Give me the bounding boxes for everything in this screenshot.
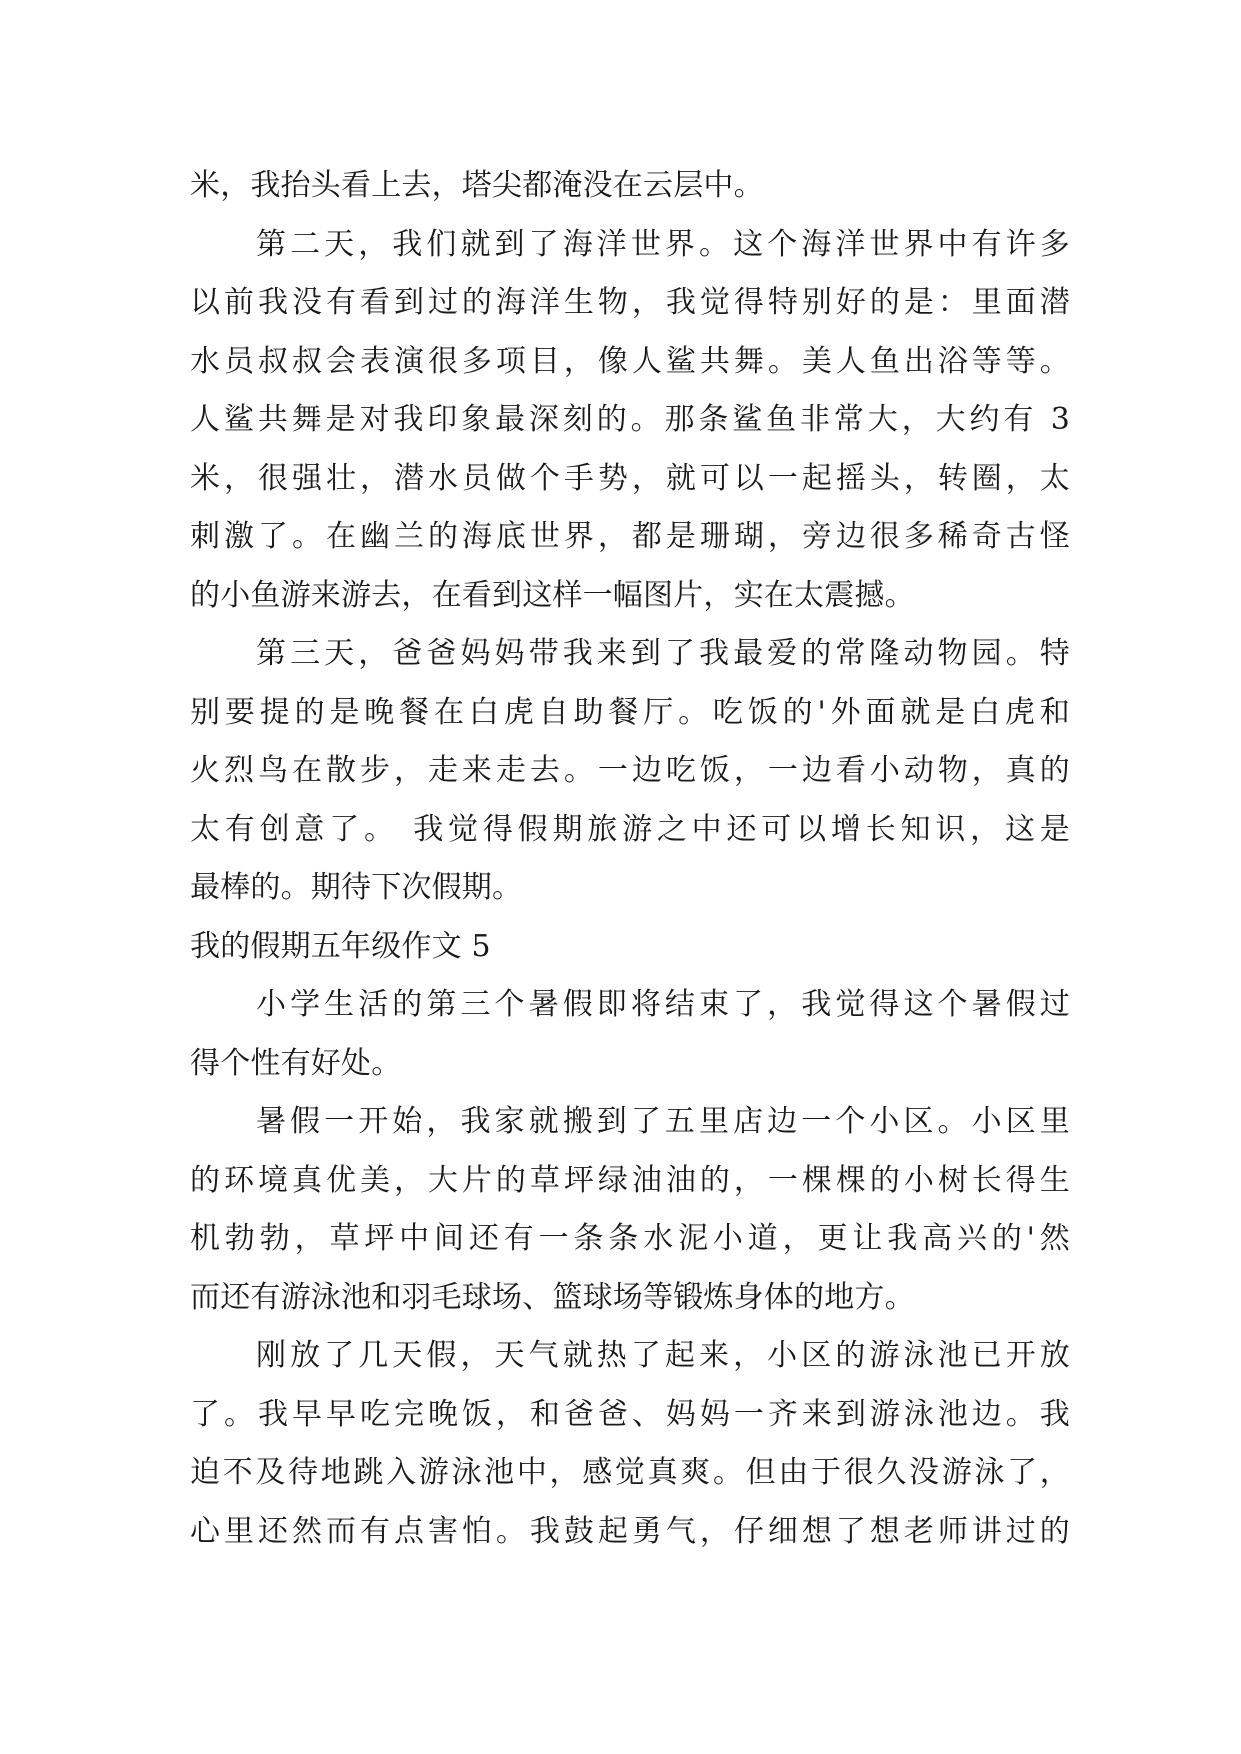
text-line: 以前我没有看到过的海洋生物，我觉得特别好的是：里面潜 (190, 285, 1070, 320)
text-line: 米，我抬头看上去，塔尖都淹没在云层中。 (190, 168, 764, 203)
text-line: 心里还然而有点害怕。我鼓起勇气，仔细想了想老师讲过的 (190, 1513, 1070, 1549)
text-line: 小学生活的第三个暑假即将结束了，我觉得这个暑假过 (256, 987, 1070, 1022)
text-line: 刚放了几天假，天气就热了起来，小区的游泳池已开放 (256, 1338, 1070, 1373)
section-heading: 我的假期五年级作文 5 (190, 928, 491, 964)
text-line: 暑假一开始，我家就搬到了五里店边一个小区。小区里 (256, 1104, 1070, 1139)
text-line: 别要提的是晚餐在白虎自助餐厅。吃饭的'外面就是白虎和 (190, 694, 1070, 730)
text-line: 的环境真优美，大片的草坪绿油油的，一棵棵的小树长得生 (190, 1162, 1070, 1198)
text-line: 米，很强壮，潜水员做个手势，就可以一起摇头，转圈，太 (190, 460, 1070, 496)
text-line: 火烈鸟在散步，走来走去。一边吃饭，一边看小动物，真的 (190, 753, 1070, 788)
text-line: 水员叔叔会表演很多项目，像人鲨共舞。美人鱼出浴等等。 (190, 343, 1070, 379)
text-line: 第三天，爸爸妈妈带我来到了我最爱的常隆动物园。特 (256, 636, 1070, 671)
text-line: 的小鱼游来游去，在看到这样一幅图片，实在太震撼。 (190, 577, 915, 613)
text-line: 而还有游泳池和羽毛球场、篮球场等锻炼身体的地方。 (190, 1279, 915, 1315)
text-line: 机勃勃，草坪中间还有一条条水泥小道，更让我高兴的'然 (190, 1221, 1070, 1256)
text-line: 人鲨共舞是对我印象最深刻的。那条鲨鱼非常大，大约有 3 (190, 402, 1070, 437)
text-line: 了。我早早吃完晚饭，和爸爸、妈妈一齐来到游泳池边。我 (190, 1396, 1070, 1432)
text-line: 刺激了。在幽兰的海底世界，都是珊瑚，旁边很多稀奇古怪 (190, 519, 1070, 554)
text-line: 第二天，我们就到了海洋世界。这个海洋世界中有许多 (256, 226, 1070, 262)
text-line: 最棒的。期待下次假期。 (190, 870, 523, 905)
text-line: 太有创意了。 我觉得假期旅游之中还可以增长知识，这是 (190, 811, 1070, 847)
text-line: 迫不及待地跳入游泳池中，感觉真爽。但由于很久没游泳了， (190, 1455, 1070, 1490)
text-line: 得个性有好处。 (190, 1045, 402, 1081)
document-body (190, 157, 1070, 1561)
